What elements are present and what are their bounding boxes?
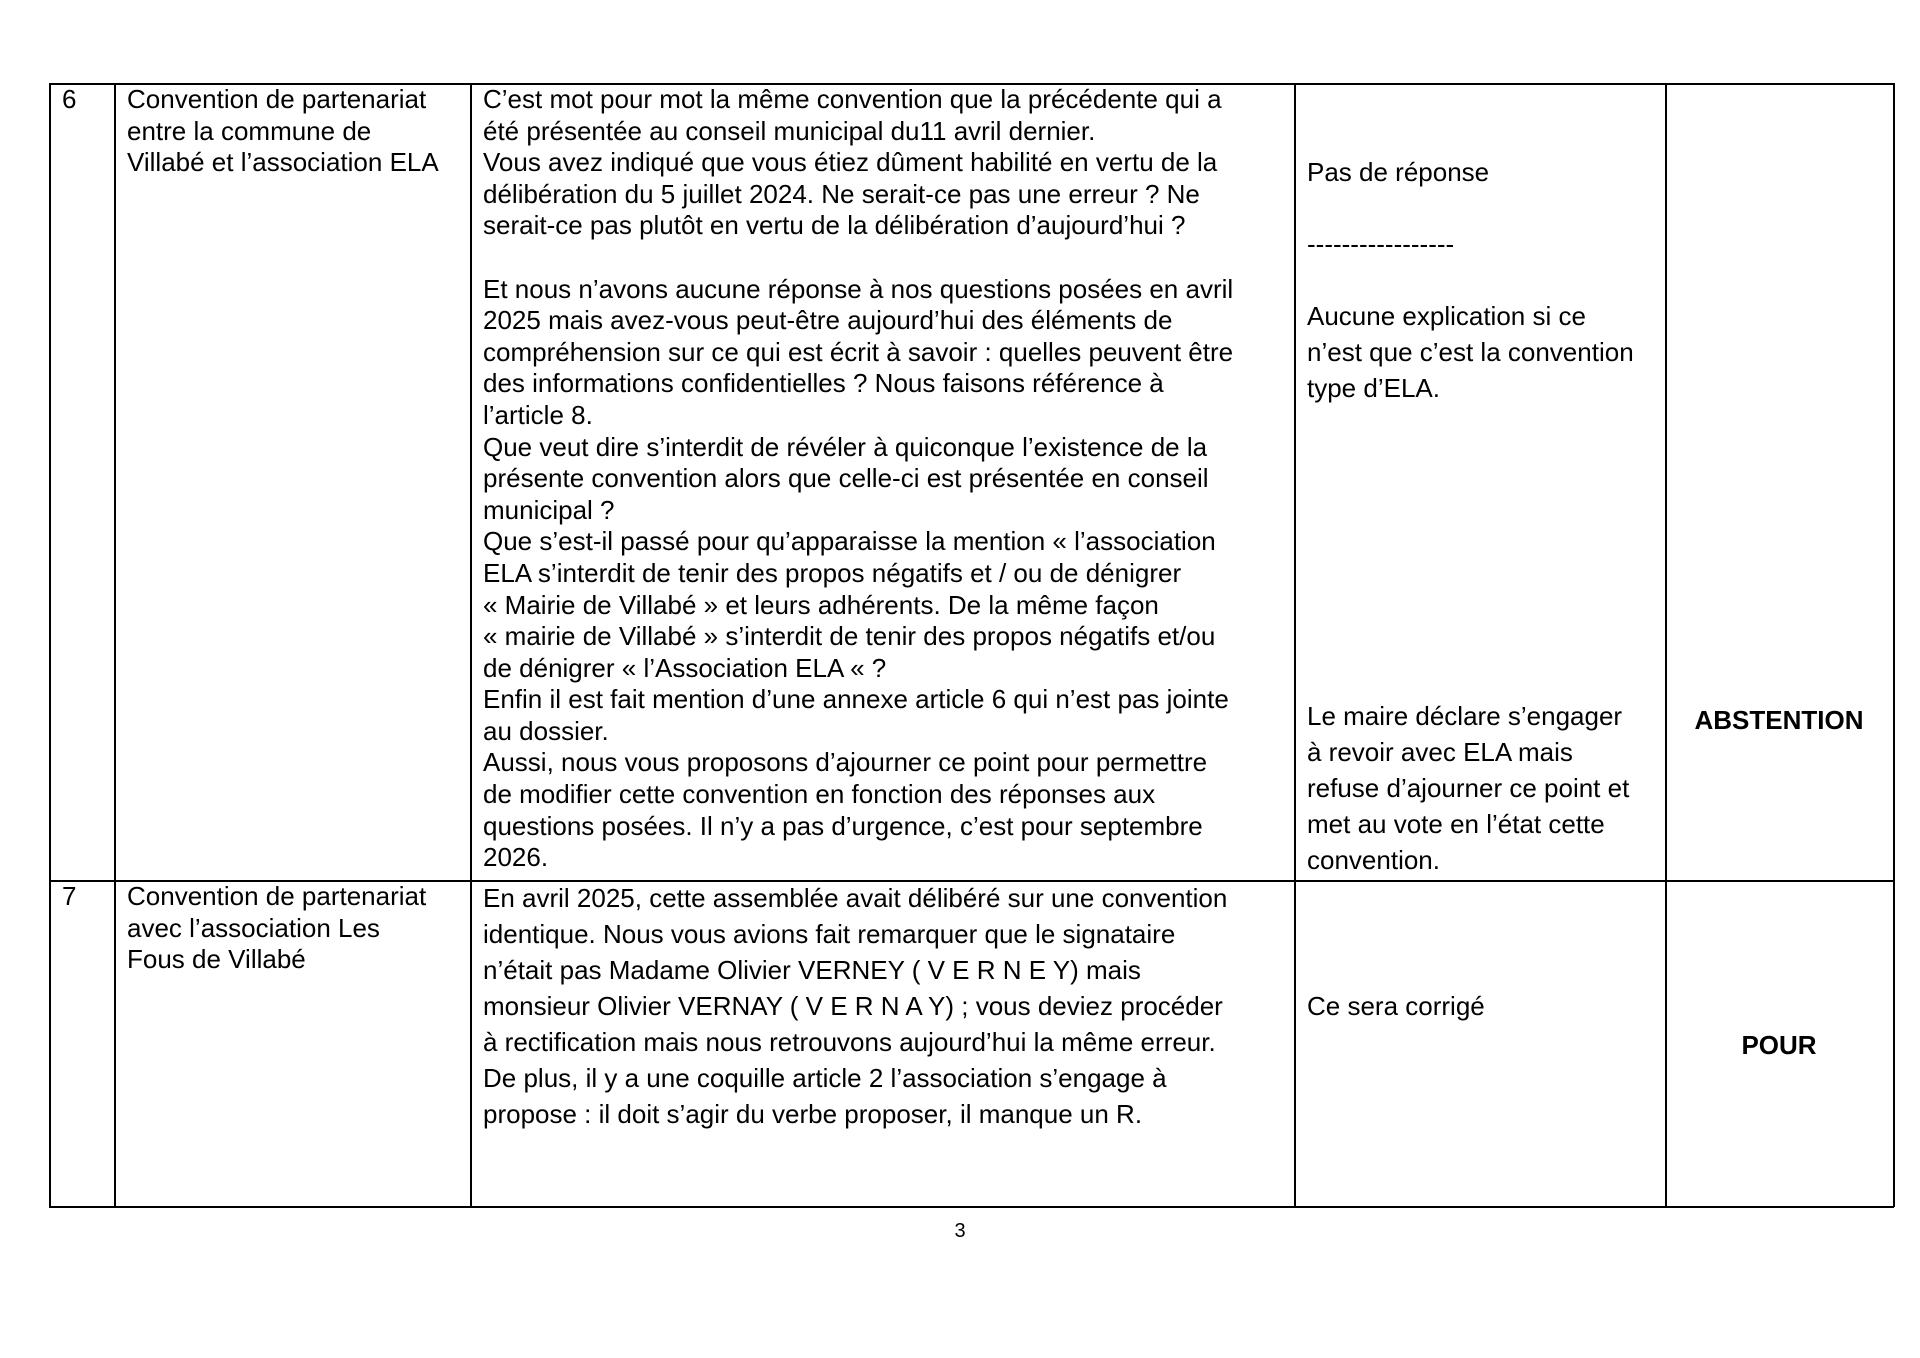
text-line: Pas de réponse: [1307, 157, 1490, 187]
text-line: C’est mot pour mot la même convention que la précédente qui a: [483, 84, 1222, 114]
text-line: En avril 2025, cette assemblée avait délibéré sur une convention: [483, 883, 1228, 913]
title-line: Convention de partenariat: [127, 881, 427, 911]
column-divider: [114, 83, 116, 1207]
text-line: De plus, il y a une coquille article 2 l’association s’engage à: [483, 1063, 1167, 1093]
text-line: « mairie de Villabé » s’interdit de tenir des propos négatifs et/ou: [483, 621, 1216, 652]
text-line: des informations confidentielles ? Nous faisons référence à: [483, 368, 1164, 399]
title-line: avec l’association Les: [127, 912, 380, 943]
text-line: délibération du 5 juillet 2024. Ne serait-ce pas une erreur ? Ne: [483, 178, 1200, 209]
text-line: n’est que c’est la convention: [1307, 337, 1634, 367]
item-title: [127, 84, 439, 179]
item-answer-mayor: [1307, 698, 1629, 878]
text-line: Enfin il est fait mention d’une annexe article 6 qui n’est pas jointe: [483, 684, 1229, 715]
text-line: propose : il doit s’agir du verbe proposer, il manque un R.: [483, 1099, 1143, 1129]
text-line: Aussi, nous vous proposons d’ajourner ce point pour permettre: [483, 747, 1208, 778]
text-line: met au vote en l’état cette: [1307, 809, 1605, 839]
text-line: Que s’est-il passé pour qu’apparaisse la mention « l’association: [483, 526, 1216, 557]
title-line: Convention de partenariat: [127, 84, 427, 114]
text-line: Le maire déclare s’engager: [1307, 701, 1623, 731]
text-line: 2025 mais avez-vous peut-être aujourd’hui des éléments de: [483, 305, 1173, 336]
text-line: [483, 242, 1233, 274]
text-line: convention.: [1307, 845, 1440, 875]
text-line: monsieur Olivier VERNAY ( V E R N A Y) ; vous deviez procéder: [483, 991, 1223, 1021]
text-line: « Mairie de Villabé » et leurs adhérents. De la même façon: [483, 589, 1159, 620]
text-line: -----------------: [1307, 229, 1455, 259]
title-line: Fous de Villabé: [127, 944, 306, 975]
item-title: [127, 881, 426, 976]
text-line: ELA s’interdit de tenir des propos négatifs et / ou de dénigrer: [483, 557, 1182, 588]
text-line: été présentée au conseil municipal du11 avril dernier.: [483, 115, 1096, 146]
text-line: n’était pas Madame Olivier VERNEY ( V E R N E Y) mais: [483, 955, 1141, 985]
column-divider: [49, 83, 51, 1207]
text-line: serait-ce pas plutôt en vertu de la délibération d’aujourd’hui ?: [483, 210, 1186, 241]
table-border-bottom: [49, 1206, 1894, 1208]
item-questions: [483, 84, 1233, 874]
text-line: type d’ELA.: [1307, 373, 1440, 403]
text-line: [1307, 190, 1634, 226]
text-line: Que veut dire s’interdit de révéler à quiconque l’existence de la: [483, 431, 1208, 462]
text-line: questions posées. Il n’y a pas d’urgence, c’est pour septembre: [483, 810, 1203, 841]
text-line: [1307, 262, 1634, 298]
text-line: présente convention alors que celle-ci est présentée en conseil: [483, 463, 1209, 494]
text-line: l’article 8.: [483, 399, 593, 430]
column-divider: [1294, 83, 1296, 1207]
text-line: de modifier cette convention en fonction des réponses aux: [483, 779, 1156, 810]
page-number: 3: [954, 1220, 966, 1242]
text-line: identique. Nous vous avions fait remarquer que le signataire: [483, 919, 1176, 949]
column-divider: [1893, 83, 1895, 1207]
text-line: Aucune explication si ce: [1307, 301, 1586, 331]
text-line: 2026.: [483, 842, 549, 873]
vote-result: ABSTENTION: [1694, 705, 1864, 735]
item-questions: [483, 880, 1227, 1132]
column-divider: [470, 83, 472, 1207]
item-answer: [1307, 154, 1634, 406]
title-line: Villabé et l’association ELA: [127, 147, 439, 178]
title-line: entre la commune de: [127, 115, 372, 146]
text-line: Vous avez indiqué que vous étiez dûment habilité en vertu de la: [483, 147, 1218, 178]
text-line: compréhension sur ce qui est écrit à savoir : quelles peuvent être: [483, 336, 1234, 367]
item-answer: [1307, 988, 1485, 1024]
text-line: à revoir avec ELA mais: [1307, 737, 1573, 767]
text-line: de dénigrer « l’Association ELA « ?: [483, 652, 887, 683]
text-line: refuse d’ajourner ce point et: [1307, 773, 1630, 803]
item-number: 7: [62, 881, 77, 911]
text-line: municipal ?: [483, 494, 615, 525]
vote-result: POUR: [1741, 1030, 1817, 1060]
text-line: à rectification mais nous retrouvons aujourd’hui la même erreur.: [483, 1027, 1216, 1057]
text-line: au dossier.: [483, 715, 609, 746]
text-line: Ce sera corrigé: [1307, 991, 1485, 1021]
item-number: 6: [62, 84, 77, 114]
text-line: Et nous n’avons aucune réponse à nos questions posées en avril: [483, 273, 1234, 304]
